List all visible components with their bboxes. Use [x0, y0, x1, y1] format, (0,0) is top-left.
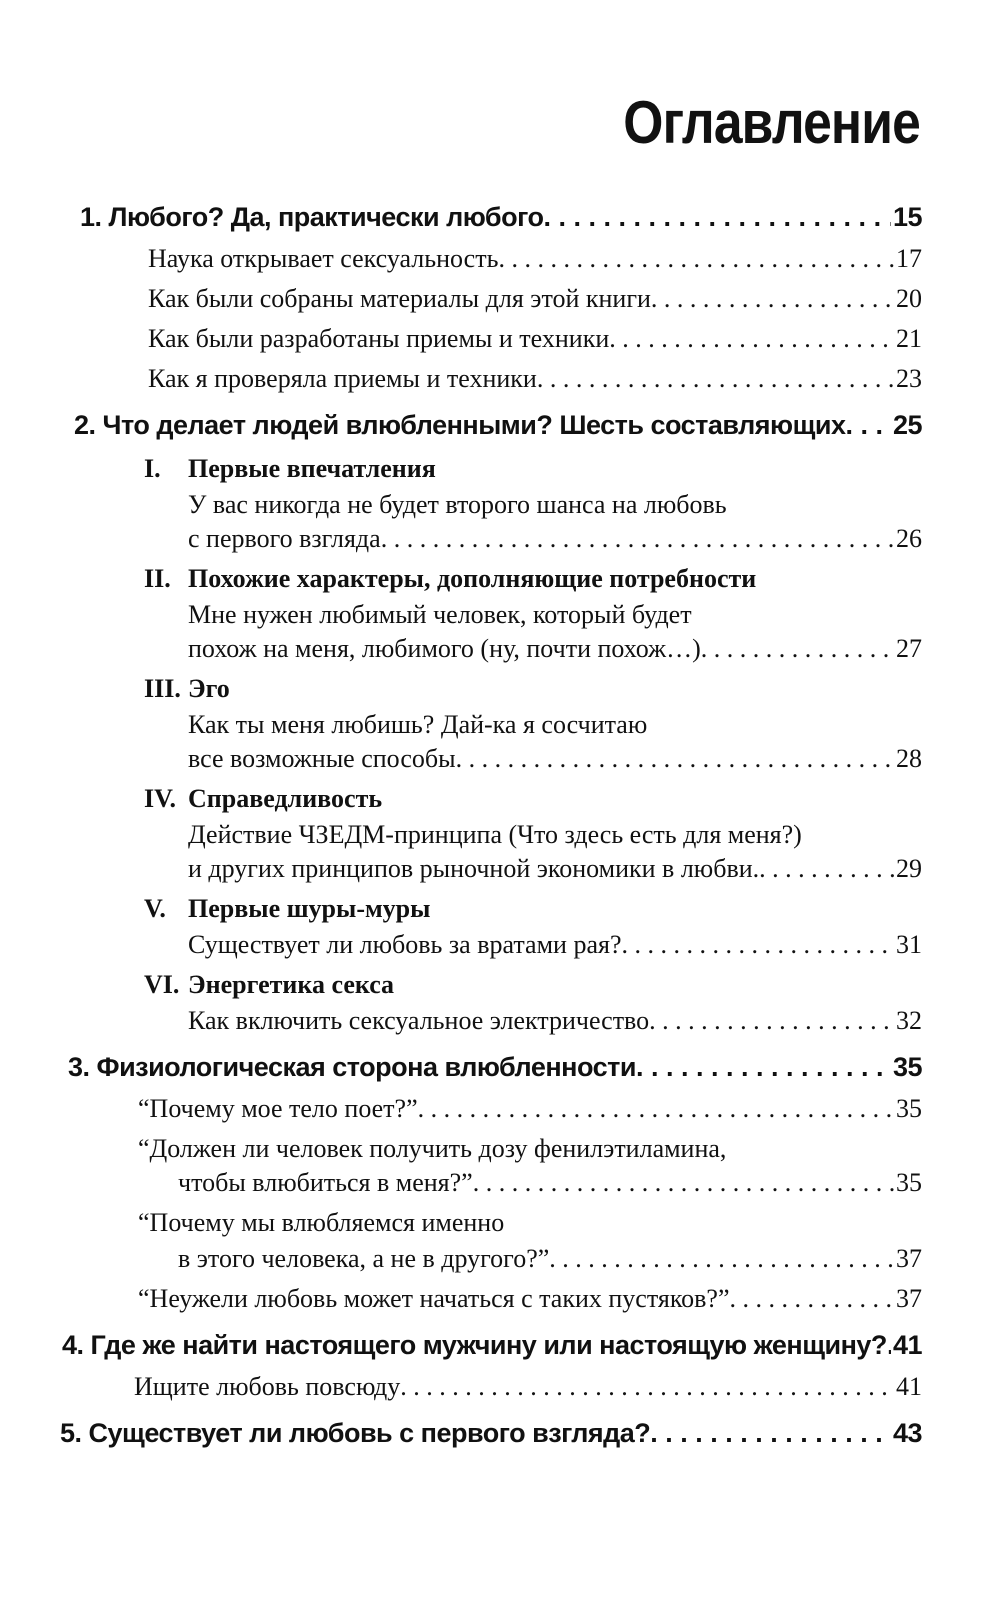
toc-item[interactable]: [178, 1168, 922, 1198]
dot-leader: [473, 1168, 894, 1198]
item-title: похож на меня, любимого (ну, почти похож…): [188, 634, 701, 663]
dot-leader: [651, 284, 894, 314]
item-title: Существует ли любовь за вратами рая?: [188, 930, 622, 959]
toc-item[interactable]: [134, 1372, 922, 1402]
dot-leader: [381, 524, 894, 554]
page-number: 35: [896, 1168, 922, 1197]
roman-numeral: III.: [144, 674, 181, 703]
toc-chapter-1[interactable]: [80, 202, 922, 233]
dot-leader: [549, 1244, 894, 1274]
section-heading-3[interactable]: [144, 674, 230, 704]
roman-numeral: I.: [144, 454, 161, 483]
item-title: “Неужели любовь может начаться с таких пустяков?”: [138, 1284, 730, 1313]
page-number: 41: [892, 1330, 922, 1360]
page-number: 29: [896, 854, 922, 883]
toc-item[interactable]: [148, 364, 922, 394]
section-description: Мне нужен любимый человек, который будет: [188, 600, 692, 629]
quote-line: “Должен ли человек получить дозу фенилэтиламина,: [138, 1134, 727, 1163]
toc-item[interactable]: [138, 1284, 922, 1314]
roman-numeral: IV.: [144, 784, 177, 813]
toc-chapter-2[interactable]: [74, 410, 922, 441]
page-number: 35: [896, 1094, 922, 1123]
page-number: 37: [896, 1244, 922, 1273]
dot-leader: [621, 930, 894, 960]
page-number: 17: [896, 244, 922, 273]
dot-leader: [400, 1372, 894, 1402]
toc-item[interactable]: [188, 854, 922, 884]
toc-item[interactable]: [148, 244, 922, 274]
page-number: 15: [892, 202, 922, 232]
dot-leader: [609, 324, 894, 354]
quote-line: “Почему мы влюбляемся именно: [138, 1208, 505, 1237]
item-title: Наука открывает сексуальность: [148, 244, 499, 273]
chapter-title: 1. Любого? Да, практически любого: [80, 202, 544, 232]
dot-leader: [544, 202, 891, 233]
section-description: Как ты меня любишь? Дай-ка я сосчитаю: [188, 710, 648, 739]
page-number: 23: [896, 364, 922, 393]
page-number: 28: [896, 744, 922, 773]
toc-chapter-3[interactable]: [68, 1052, 922, 1083]
page-number: 26: [896, 524, 922, 553]
item-title: в этого человека, а не в другого?”: [178, 1244, 550, 1273]
section-description: У вас никогда не будет второго шанса на любовь: [188, 490, 727, 519]
page-number: 20: [896, 284, 922, 313]
dot-leader: [498, 244, 894, 274]
section-title: Первые шуры-муры: [188, 894, 431, 923]
page-title: Оглавление: [623, 89, 920, 156]
item-title: и других принципов рыночной экономики в любви.: [188, 854, 760, 883]
item-title: “Почему мое тело поет?”: [138, 1094, 418, 1123]
section-description: Действие ЧЗЕДМ-принципа (Что здесь есть для меня?): [188, 820, 802, 849]
dot-leader: [636, 1052, 891, 1083]
toc-item[interactable]: [188, 1006, 922, 1036]
section-title: Эго: [188, 674, 230, 703]
dot-leader: [537, 364, 894, 394]
toc-item[interactable]: [188, 634, 922, 664]
dot-leader: [730, 1284, 895, 1314]
item-title: с первого взгляда: [188, 524, 381, 553]
section-title: Первые впечатления: [188, 454, 436, 483]
chapter-title: 3. Физиологическая сторона влюбленности: [68, 1052, 636, 1082]
section-heading-2[interactable]: [144, 564, 756, 594]
section-heading-4[interactable]: [144, 784, 382, 814]
section-heading-6[interactable]: [144, 970, 394, 1000]
page-number: 21: [896, 324, 922, 353]
toc-item[interactable]: [148, 284, 922, 314]
chapter-title: 2. Что делает людей влюбленными? Шесть составляющих: [74, 410, 846, 440]
page-number: 41: [896, 1372, 922, 1401]
toc-item[interactable]: [188, 930, 922, 960]
item-title: Как я проверяла приемы и техники: [148, 364, 537, 393]
page-number: 27: [896, 634, 922, 663]
section-heading-5[interactable]: [144, 894, 430, 924]
dot-leader: [418, 1094, 894, 1124]
page-number: 43: [892, 1418, 922, 1448]
page-number: 35: [892, 1052, 922, 1082]
page-number: 31: [896, 930, 922, 959]
chapter-title: 5. Существует ли любовь с первого взгляда?: [60, 1418, 651, 1448]
section-title: Энергетика секса: [188, 970, 395, 999]
section-heading-1[interactable]: [144, 454, 436, 484]
section-title: Похожие характеры, дополняющие потребности: [188, 564, 757, 593]
dot-leader: [701, 634, 894, 664]
toc-chapter-5[interactable]: [60, 1418, 922, 1449]
toc-item[interactable]: [178, 1244, 922, 1274]
page-number: 32: [896, 1006, 922, 1035]
roman-numeral: II.: [144, 564, 171, 593]
dot-leader: [650, 1418, 891, 1449]
dot-leader: [845, 410, 890, 441]
item-title: Как были собраны материалы для этой книги: [148, 284, 651, 313]
toc-item[interactable]: [148, 324, 922, 354]
toc-chapter-4[interactable]: [62, 1330, 922, 1361]
section-title: Справедливость: [188, 784, 383, 813]
item-title: Как включить сексуальное электричество: [188, 1006, 650, 1035]
chapter-title: 4. Где же найти настоящего мужчину или настоящую женщину?: [62, 1330, 887, 1360]
item-title: Как были разработаны приемы и техники: [148, 324, 610, 353]
toc-item[interactable]: [188, 524, 922, 554]
dot-leader: [759, 854, 894, 884]
page-number: 25: [892, 410, 922, 440]
toc-item[interactable]: [138, 1094, 922, 1124]
roman-numeral: V.: [144, 894, 166, 923]
toc-item[interactable]: [188, 744, 922, 774]
roman-numeral: VI.: [144, 970, 180, 999]
dot-leader: [456, 744, 894, 774]
item-title: чтобы влюбиться в меня?”: [178, 1168, 473, 1197]
dot-leader: [649, 1006, 894, 1036]
item-title: все возможные способы: [188, 744, 456, 773]
item-title: Ищите любовь повсюду: [134, 1372, 401, 1401]
page-number: 37: [896, 1284, 922, 1313]
